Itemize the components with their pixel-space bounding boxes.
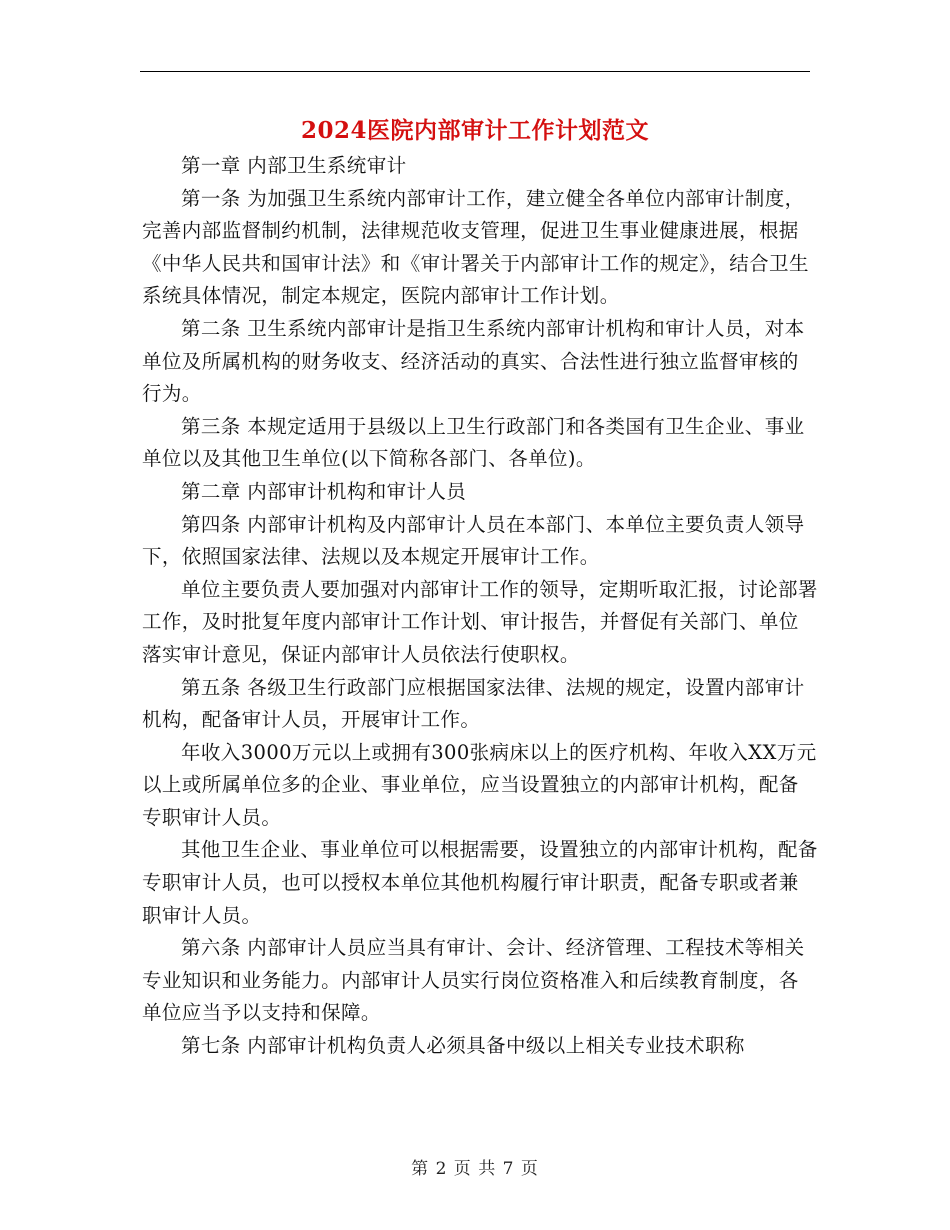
page-number: 第 2 页 共 7 页 [411,1159,539,1179]
article-paragraph: 第二条 卫生系统内部审计是指卫生系统内部审计机构和审计人员，对本单位及所属机构的财务收支、经济活动的真实、合法性进行独立监督审核的行为。 [142,316,805,406]
chapter-heading: 第二章 内部审计机构和审计人员 [181,479,467,503]
article-paragraph: 第七条 内部审计机构负责人必须具备中级以上相关专业技术职称 [181,1034,745,1058]
article-paragraph: 第三条 本规定适用于县级以上卫生行政部门和各类国有卫生企业、事业单位以及其他卫生单位(以下简称各部门、各单位)。 [142,414,805,471]
article-paragraph: 第四条 内部审计机构及内部审计人员在本部门、本单位主要负责人领导下，依照国家法律、法规以及本规定开展审计工作。 [142,512,805,569]
header-rule [140,71,810,72]
chapter-heading: 第一章 内部卫生系统审计 [181,154,407,177]
article-paragraph: 第一条 为加强卫生系统内部审计工作，建立健全各单位内部审计制度，完善内部监督制约机制，法律规范收支管理，促进卫生事业健康进展，根据《中华人民共和国审计法》和《审计署关于内部审计工作的规定》，结合卫生系统具体情况，制定本规定，医院内部审计工作计划。 [142,186,809,308]
article-paragraph: 其他卫生企业、事业单位可以根据需要，设置独立的内部审计机构，配备专职审计人员，也可以授权本单位其他机构履行审计职责，配备专职或者兼职审计人员。 [142,838,818,927]
article-paragraph: 单位主要负责人要加强对内部审计工作的领导，定期听取汇报，讨论部署工作，及时批复年度内部审计工作计划、审计报告，并督促有关部门、单位落实审计意见，保证内部审计人员依法行使职权。 [142,577,818,666]
article-paragraph: 第六条 内部审计人员应当具有审计、会计、经济管理、工程技术等相关专业知识和业务能力。内部审计人员实行岗位资格准入和后续教育制度，各单位应当予以支持和保障。 [142,936,805,1025]
document-title: 2024医院内部审计工作计划范文 [300,117,649,144]
article-paragraph: 年收入3000万元以上或拥有300张病床以上的医疗机构、年收入XX万元以上或所属单位多的企业、事业单位，应当设置独立的内部审计机构，配备专职审计人员。 [142,740,817,829]
document-body [142,150,818,1063]
article-paragraph: 第五条 各级卫生行政部门应根据国家法律、法规的规定，设置内部审计机构，配备审计人员，开展审计工作。 [142,675,805,732]
